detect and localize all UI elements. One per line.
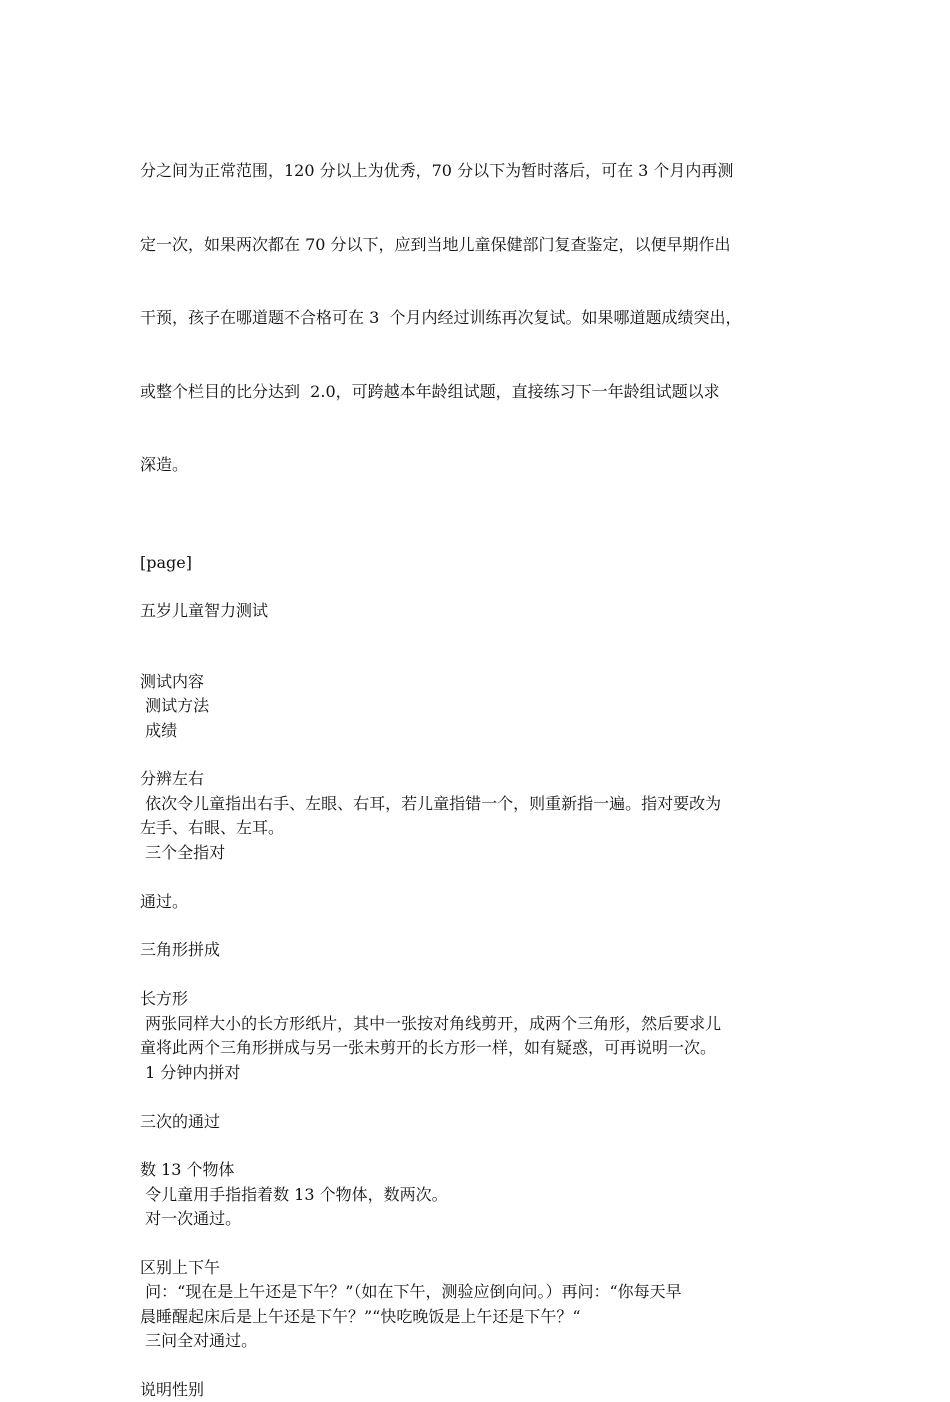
item-name: 说明性别: [140, 1378, 815, 1402]
test-item: [140, 767, 815, 914]
item-name: 长方形: [140, 987, 815, 1012]
item-result: 三问全对通过。: [140, 1329, 815, 1354]
item-method: 令儿童用手指指着数 13 个物体，数两次。: [140, 1183, 815, 1208]
item-result: 通过。: [140, 890, 815, 915]
item-method: 左手、右眼、左耳。: [140, 816, 815, 841]
intro-paragraph: [140, 110, 815, 527]
intro-line: 定一次，如果两次都在 70 分以下，应到当地儿童保健部门复查鉴定，以便早期作出: [140, 233, 815, 258]
item-method: 晨睡醒起床后是上午还是下午？”“快吃晚饭是上午还是下午？“: [140, 1305, 815, 1330]
header-method: 测试方法: [140, 694, 815, 719]
header-content: 测试内容: [140, 670, 815, 695]
item-method: 问：“现在是上午还是下午？”（如在下午，测验应倒向问。）再问：“你每天早: [140, 1280, 815, 1305]
item-name: 区别上下午: [140, 1256, 815, 1281]
item-result: 对一次通过。: [140, 1207, 815, 1232]
item-result-gap: [140, 1085, 815, 1110]
intro-line: 干预，孩子在哪道题不合格可在 3 个月内经过训练再次复试。如果哪道题成绩突出，: [140, 306, 815, 331]
item-name: 三角形拼成: [140, 938, 815, 963]
item-method: 两张同样大小的长方形纸片，其中一张按对角线剪开，成两个三角形，然后要求儿: [140, 1012, 815, 1037]
item-method: 童将此两个三角形拼成与另一张未剪开的长方形一样，如有疑惑，可再说明一次。: [140, 1036, 815, 1061]
test-item: [140, 1256, 815, 1354]
item-result-gap: [140, 865, 815, 890]
test-item: [140, 938, 815, 1134]
intro-line: 或整个栏目的比分达到 2.0，可跨越本年龄组试题，直接练习下一年龄组试题以求: [140, 380, 815, 405]
document-page: [140, 110, 815, 1402]
test-item: [140, 1158, 815, 1232]
table-header: [140, 670, 815, 744]
intro-line: 深造。: [140, 453, 815, 478]
page-title: 五岁儿童智力测试: [140, 599, 815, 624]
item-name: 分辨左右: [140, 767, 815, 792]
item-result: 三个全指对: [140, 841, 815, 866]
page-marker: [page]: [140, 551, 815, 576]
item-method: 依次令儿童指出右手、左眼、右耳，若儿童指错一个，则重新指一遍。指对要改为: [140, 792, 815, 817]
test-item: [140, 1378, 815, 1402]
item-name: 数 13 个物体: [140, 1158, 815, 1183]
item-result: 三次的通过: [140, 1110, 815, 1135]
item-result: 1 分钟内拼对: [140, 1061, 815, 1086]
intro-line: 分之间为正常范围，120 分以上为优秀，70 分以下为暂时落后，可在 3 个月内再测: [140, 159, 815, 184]
item-name-gap: [140, 963, 815, 988]
header-result: 成绩: [140, 719, 815, 744]
